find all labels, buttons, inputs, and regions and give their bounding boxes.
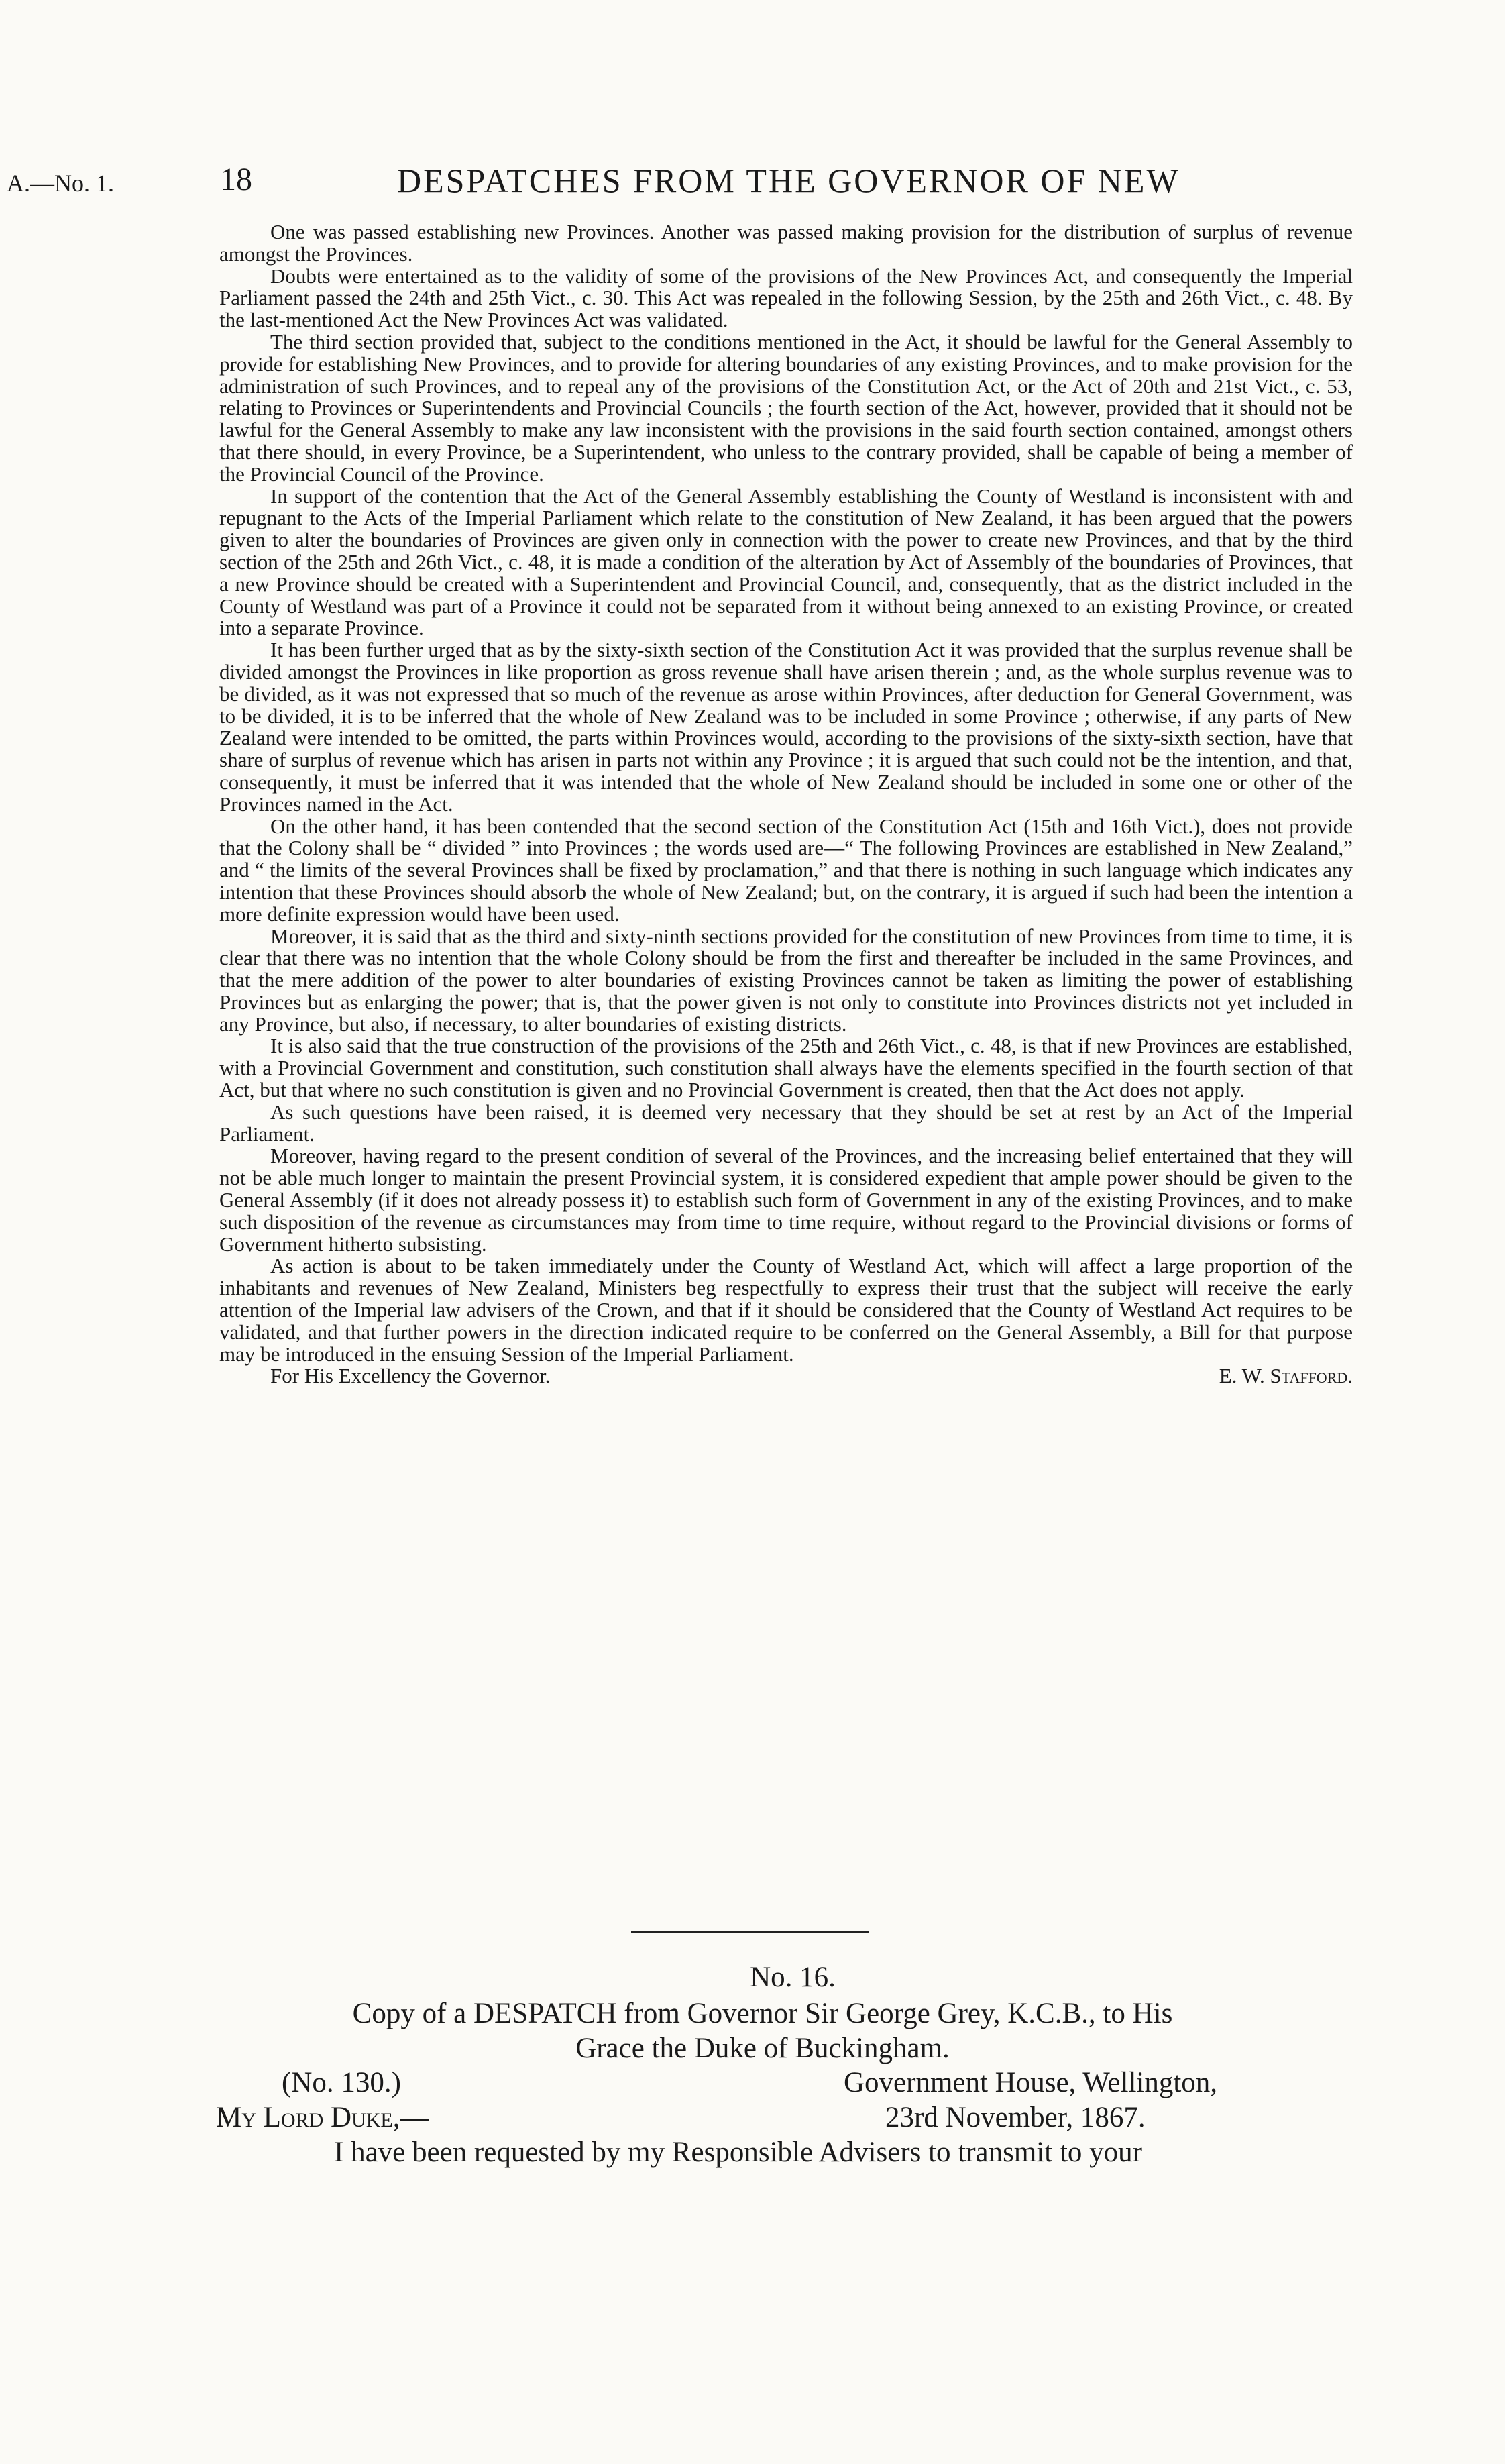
paragraph: It has been further urged that as by the sixty-sixth section of the Constitution Act it was provided that the surplus revenue shall be divided amongst the Provinces in like proportion as gross revenue shall have arisen therein ; and, as the whole surplus revenue was to be divided, as it was not expressed that so much of the revenue as arose within Provinces, after deduction for General Government, was to be divided, it is to be inferred that the whole of New Zealand was to be included in some Province ; otherwise, if any parts of New Zealand were intended to be omitted, the parts within Provinces would, according to the provisions of the sixty-sixth section, have that share of surplus of revenue which has arisen in parts not within any Province ; it is argued that such could not be the intention, and that, consequently, it must be inferred that it was intended that the whole of New Zealand should be included in some one or other of the Provinces named in the Act. xyxy=(219,638,1353,816)
salutation: My Lord Duke,— xyxy=(216,2102,429,2133)
despatch-heading-line-2: Grace the Duke of Buckingham. xyxy=(575,2033,950,2064)
paragraph: On the other hand, it has been contended that the second section of the Constitution Act (15th and 16th Vict.), does not provide that the Colony shall be “ divided ” into Provinces ; the words used are—“ The following Provinces are established in New Zealand,” and “ the limits of the several Provinces shall be fixed by proclamation,” and that there is nothing in such language which indicates any intention that these Provinces should absorb the whole of New Zealand; but, on the contrary, it is argued if such had been the intention a more definite expression would have been used. xyxy=(219,814,1353,926)
body-text xyxy=(219,221,1353,1387)
paragraph: One was passed establishing new Provinces. Another was passed making provision for the distribution of surplus of revenue amongst the Provinces. xyxy=(219,220,1353,266)
opening-line: I have been requested by my Responsible Advisers to transmit to your xyxy=(334,2137,1142,2168)
page-header xyxy=(0,161,1505,208)
paragraph: As action is about to be taken immediately under the County of Westland Act, which will affect a large proportion of the inhabitants and revenues of New Zealand, Ministers beg respectfully to express their trust that the subject will receive the early attention of the Imperial law advisers of the Crown, and that if it should be considered that the County of Westland Act requires to be validated, and that further powers in the direction indicated require to be conferred on the General Assembly, a Bill for that purpose may be introduced in the ensuing Session of the Imperial Parliament. xyxy=(219,1254,1353,1366)
despatch-heading-line-1: Copy of a DESPATCH from Governor Sir George Grey, K.C.B., to His xyxy=(352,1998,1173,2029)
running-title: DESPATCHES FROM THE GOVERNOR OF NEW xyxy=(397,162,1180,199)
despatch-no: (No. 130.) xyxy=(282,2067,401,2098)
despatch-location: Government House, Wellington, xyxy=(844,2067,1218,2098)
despatch-row-3 xyxy=(0,2136,1505,2171)
signoff xyxy=(219,1365,1353,1387)
despatch-row-1 xyxy=(0,2066,1505,2101)
signoff-left: For His Excellency the Governor. xyxy=(270,1364,551,1388)
paragraph: It is also said that the true construction of the provisions of the 25th and 26th Vict., c. 48, is that if new Provinces are established, with a Provincial Government and constitution, such constitution shall always have the elements specified in the fourth section of that Act, but that where no such constitution is given and no Provincial Government is created, then that the Act does not apply. xyxy=(219,1034,1353,1102)
despatch-row-2 xyxy=(0,2101,1505,2136)
page-number: 18 xyxy=(220,162,252,197)
paragraph: Moreover, it is said that as the third and sixty-ninth sections provided for the constitution of new Provinces from time to time, it is clear that there was no intention that the whole Colony should be from the first and thereafter be included in the same Provinces, and that the mere addition of the power to alter boundaries of existing Provinces cannot be taken as limiting the power of establishing Provinces but as enlarging the power; that is, that the power given is not only to constitute into Provinces districts not yet included in any Province, but also, if necessary, to alter boundaries of existing districts. xyxy=(219,924,1353,1036)
paragraph: In support of the contention that the Act of the General Assembly establishing the County of Westland is inconsistent with and repugnant to the Acts of the Imperial Parliament which relate to the constitution of New Zealand, it has been argued that the powers given to alter the boundaries of Provinces are given only in connection with the power to create new Provinces, and that by the third section of the 25th and 26th Vict., c. 48, it is made a condition of the alteration by Act of Assembly of the boundaries of Provinces, that a new Province should be created with a Superintendent and Provincial Council, and, consequently, that as the district included in the County of Westland was part of a Province it could not be separated from it without being annexed to an existing Province, or created into a separate Province. xyxy=(219,484,1353,640)
paragraph: Doubts were entertained as to the validity of some of the provisions of the New Provinces Act, and consequently the Imperial Parliament passed the 24th and 25th Vict., c. 30. This Act was repealed in the following Session, by the 25th and 26th Vict., c. 48. By the last-mentioned Act the New Provinces Act was validated. xyxy=(219,264,1353,332)
paragraph: The third section provided that, subject to the conditions mentioned in the Act, it should be lawful for the General Assembly to provide for establishing New Provinces, and to provide for altering boundaries of any existing Provinces, and to make provision for the administration of such Provinces, and to repeal any of the provisions of the Constitution Act, or the Act of 20th and 21st Vict., c. 53, relating to Provinces or Superintendents and Provincial Councils ; the fourth section of the Act, however, provided that it should not be lawful for the General Assembly to make any law inconsistent with the provisions in the said fourth section contained, amongst others that there should, in every Province, be a Superintendent, who unless to the contrary provided, shall be capable of being a member of the Provincial Council of the Province. xyxy=(219,329,1353,486)
paragraph: Moreover, having regard to the present condition of several of the Provinces, and the increasing belief entertained that they will not be able much longer to maintain the present Provincial system, it is considered expedient that ample power should be given to the General Assembly (if it does not already possess it) to establish such form of Government in any of the existing Provinces, and to make such disposition of the revenue as circumstances may from time to time require, without regard to the Provincial divisions or forms of Government hitherto subsisting. xyxy=(219,1144,1353,1256)
despatch-date: 23rd November, 1867. xyxy=(885,2102,1146,2133)
document-reference: A.—No. 1. xyxy=(7,170,114,197)
despatch-section xyxy=(0,1959,1505,2171)
signatory: E. W. Stafford. xyxy=(1219,1364,1353,1388)
paragraph: As such questions have been raised, it is deemed very necessary that they should be set at rest by an Act of the Imperial Parliament. xyxy=(219,1100,1353,1146)
despatch-number: No. 16. xyxy=(750,1962,836,1993)
section-divider xyxy=(631,1931,869,1933)
